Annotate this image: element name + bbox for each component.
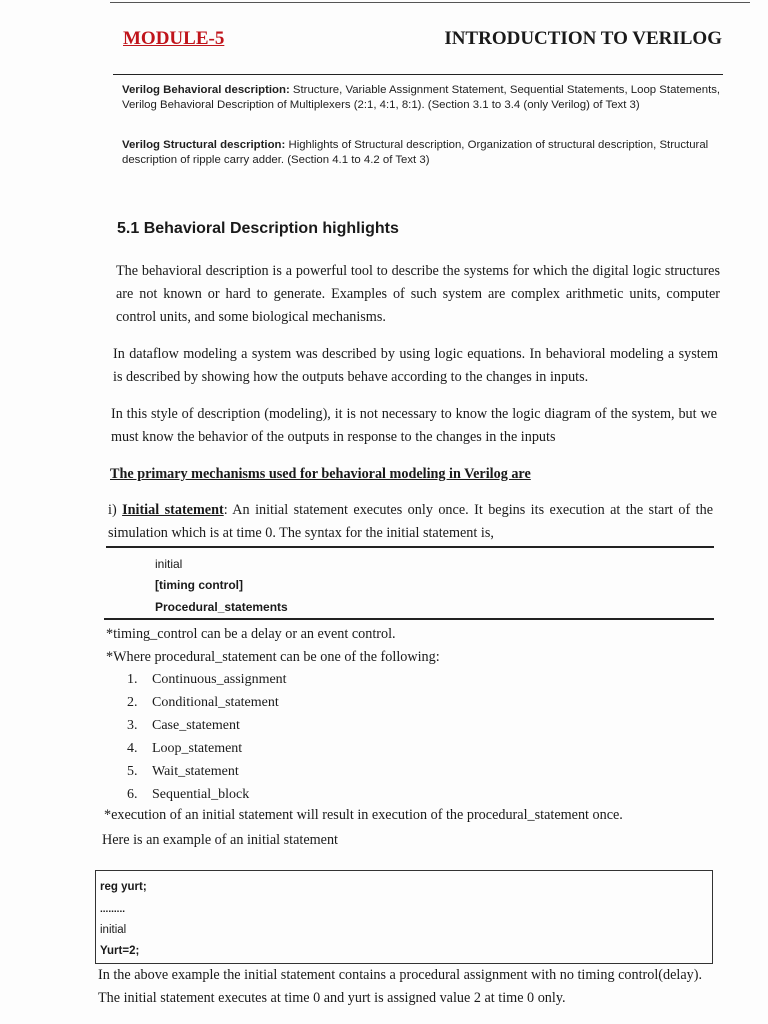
list-item: 1. Continuous_assignment xyxy=(127,672,287,687)
example-intro: Here is an example of an initial statement xyxy=(102,832,338,848)
section-title: 5.1 Behavioral Description highlights xyxy=(117,220,399,237)
paragraph-2 xyxy=(113,343,718,389)
syntax-bottom-rule xyxy=(104,618,714,620)
module-label: MODULE-5 xyxy=(123,28,225,49)
list-item: 4. Loop_statement xyxy=(127,741,243,756)
syntax-top-rule xyxy=(106,546,714,548)
timing-note: *timing_control can be a delay or an event control. xyxy=(106,626,396,642)
syllabus-structural-text: Highlights of Structural description, Organization of structural description, Structural description of ripple carry adder. (Section 4.1 to 4.2 of Text 3) xyxy=(122,139,709,166)
code-line: Yurt=2; xyxy=(100,945,140,957)
list-item: 3. Case_statement xyxy=(127,718,240,733)
initial-prefix: i) xyxy=(108,502,123,518)
syntax-line-initial: initial xyxy=(155,557,183,571)
paragraph-1 xyxy=(116,260,720,329)
syllabus-behavioral-label: Verilog Behavioral description: xyxy=(122,84,290,96)
list-item: 2. Conditional_statement xyxy=(127,695,279,710)
initial-term: Initial statement xyxy=(122,502,224,518)
syntax-line-procedural: Procedural_statements xyxy=(155,600,288,614)
syllabus-structural xyxy=(122,138,722,168)
paragraph-3 xyxy=(111,403,717,449)
syllabus-behavioral-text: Structure, Variable Assignment Statement, Sequential Statements, Loop Statements, Verilog Behavioral Description of Multiplexers (2:1, 4:1, 8:1). (Section 3.1 to 3.4 (only Verilog) of Text 3) xyxy=(122,84,721,111)
syllabus-behavioral xyxy=(122,83,722,113)
syntax-line-timing: [timing control] xyxy=(155,578,243,592)
paragraph-3-text: In this style of description (modeling), it is not necessary to know the logic diagram of the system, but we must know the behavior of the outputs in response to the changes in the inputs xyxy=(111,406,717,445)
closing-paragraph: In the above example the initial statement contains a procedural assignment with no timing control(delay). The initial statement executes at time 0 and yurt is assigned value 2 at time 0 only. xyxy=(98,967,702,1006)
code-line: ......... xyxy=(100,904,126,915)
initial-text: : An initial statement executes only once. It begins its execution at the start of the simulation which is at time 0. The syntax for the initial statement is, xyxy=(108,502,714,541)
code-line: initial xyxy=(100,924,127,936)
syllabus-structural-label: Verilog Structural description: xyxy=(122,139,286,151)
example-code-box xyxy=(95,870,713,964)
top-rule xyxy=(110,2,750,3)
execution-note: *execution of an initial statement will result in execution of the procedural_statement once. xyxy=(104,807,623,823)
procedural-statement-list xyxy=(127,668,287,806)
where-note: *Where procedural_statement can be one of the following: xyxy=(106,649,440,665)
list-item: 6. Sequential_block xyxy=(127,787,250,802)
code-line: reg yurt; xyxy=(100,881,147,893)
list-item: 5. Wait_statement xyxy=(127,764,239,779)
mechanisms-heading: The primary mechanisms used for behavioral modeling in Verilog are xyxy=(110,466,531,482)
page-header-title: INTRODUCTION TO VERILOG xyxy=(444,28,722,49)
paragraph-1-text: The behavioral description is a powerful tool to describe the systems for which the digital logic structures are not known or hard to generate. Examples of such system are complex arithmetic units, computer control units, and some biological mechanisms. xyxy=(116,263,720,325)
initial-statement-paragraph xyxy=(108,499,713,545)
paragraph-2-text: In dataflow modeling a system was described by using logic equations. In behavioral modeling a system is described by showing how the outputs behave according to the changes in inputs. xyxy=(113,346,718,385)
header-rule xyxy=(113,74,723,75)
